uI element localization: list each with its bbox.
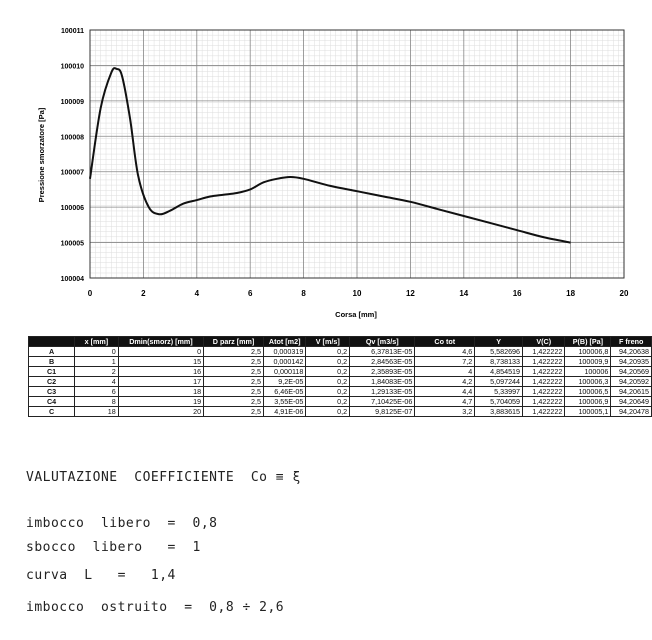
x-tick-label: 20 (619, 289, 629, 298)
table-cell: 1,422222 (523, 397, 565, 407)
y-tick-label: 100007 (60, 169, 84, 177)
table-cell: 3,2 (415, 407, 475, 417)
table-cell: 7,10425E-06 (350, 397, 415, 407)
table-cell: 100006 (565, 367, 611, 377)
table-cell: 94,20638 (611, 347, 652, 357)
table-cell: 2 (75, 367, 119, 377)
table-header-cell: V(C) (523, 337, 565, 347)
table-cell: 0,2 (306, 377, 350, 387)
table-cell: 94,20592 (611, 377, 652, 387)
table-cell: 1,422222 (523, 357, 565, 367)
table-cell: 9,2E-05 (263, 377, 305, 387)
table-header-row (29, 337, 652, 347)
table-cell: 5,097244 (475, 377, 523, 387)
table-cell: 1,29133E-05 (350, 387, 415, 397)
x-tick-label: 2 (141, 289, 146, 298)
table-cell: 1,422222 (523, 407, 565, 417)
note-line-3: curva L = 1,4 (26, 568, 176, 583)
table-cell: 100006,9 (565, 397, 611, 407)
table-cell: 0 (118, 347, 203, 357)
table-cell: 6 (75, 387, 119, 397)
table-cell: 0,2 (306, 367, 350, 377)
table-header-cell: V [m/s] (306, 337, 350, 347)
table-cell: 1,84083E-05 (350, 377, 415, 387)
row-label-cell: C (29, 407, 75, 417)
table-row (29, 397, 652, 407)
y-tick-label: 100004 (60, 276, 84, 283)
table-cell: 15 (118, 357, 203, 367)
table-cell: 0,2 (306, 347, 350, 357)
table-cell: 6,46E-05 (263, 387, 305, 397)
table-header-cell: Y (475, 337, 523, 347)
table-cell: 16 (118, 367, 203, 377)
x-tick-label: 14 (459, 289, 469, 298)
table-cell: 0,2 (306, 407, 350, 417)
table-header-cell: x [mm] (75, 337, 119, 347)
table-cell: 4,91E-06 (263, 407, 305, 417)
table-cell: 100006,8 (565, 347, 611, 357)
table-cell: 2,5 (204, 377, 264, 387)
table-cell: 4,2 (415, 377, 475, 387)
table-cell: 0 (75, 347, 119, 357)
table-cell: 0,2 (306, 387, 350, 397)
table-row (29, 407, 652, 417)
table-cell: 2,84563E-05 (350, 357, 415, 367)
table-cell: 7,2 (415, 357, 475, 367)
table-cell: 2,5 (204, 387, 264, 397)
table-header-cell: Qv [m3/s] (350, 337, 415, 347)
x-tick-label: 0 (87, 289, 93, 298)
table-cell: 2,5 (204, 367, 264, 377)
table-cell: 5,33997 (475, 387, 523, 397)
note-line-2: sbocco libero = 1 (26, 540, 201, 555)
y-tick-label: 100006 (60, 205, 84, 213)
table-cell: 2,5 (204, 347, 264, 357)
row-label-cell: C1 (29, 367, 75, 377)
row-label-cell: B (29, 357, 75, 367)
table-row (29, 387, 652, 397)
table-cell: 0,000319 (263, 347, 305, 357)
table-cell: 0,2 (306, 357, 350, 367)
table-cell: 17 (118, 377, 203, 387)
table-cell: 3,883615 (475, 407, 523, 417)
table-cell: 2,5 (204, 407, 264, 417)
table-cell: 94,20478 (611, 407, 652, 417)
y-tick-label: 100011 (61, 28, 84, 35)
x-tick-label: 18 (566, 289, 576, 298)
table-cell: 4,854519 (475, 367, 523, 377)
table-cell: 1,422222 (523, 387, 565, 397)
table-cell: 2,5 (204, 357, 264, 367)
table-header-cell: D parz [mm] (204, 337, 264, 347)
table-header-cell: Atot [m2] (263, 337, 305, 347)
row-label-cell: C2 (29, 377, 75, 387)
table-cell: 6,37813E-05 (350, 347, 415, 357)
table-cell: 20 (118, 407, 203, 417)
table-row (29, 347, 652, 357)
row-label-cell: A (29, 347, 75, 357)
table-cell: 1,422222 (523, 367, 565, 377)
table-cell: 3,55E-05 (263, 397, 305, 407)
table-cell: 100009,9 (565, 357, 611, 367)
x-tick-label: 8 (301, 289, 306, 298)
table-header-cell: Dmin(smorz) [mm] (118, 337, 203, 347)
table-header-cell: P(B) [Pa] (565, 337, 611, 347)
x-tick-label: 12 (405, 289, 415, 298)
x-tick-label: 16 (512, 289, 522, 298)
table-cell: 100006,3 (565, 377, 611, 387)
table-cell: 94,20615 (611, 387, 652, 397)
row-label-cell: C4 (29, 397, 75, 407)
table-cell: 19 (118, 397, 203, 407)
table-cell: 100006,5 (565, 387, 611, 397)
notes-title: VALUTAZIONE COEFFICIENTE Co ≡ ξ (26, 470, 301, 485)
table-cell: 94,20935 (611, 357, 652, 367)
table-header-cell (29, 337, 75, 347)
x-tick-label: 4 (194, 289, 200, 298)
data-table (28, 336, 652, 417)
y-tick-label: 100010 (60, 63, 84, 71)
y-tick-label: 100005 (60, 240, 84, 248)
table-cell: 4,6 (415, 347, 475, 357)
table-body (29, 347, 652, 417)
table-row (29, 377, 652, 387)
table-cell: 4,4 (415, 387, 475, 397)
y-tick-label: 100008 (60, 134, 84, 142)
table-cell: 1,422222 (523, 377, 565, 387)
table-row (29, 367, 652, 377)
x-tick-label: 6 (247, 289, 253, 298)
table-cell: 1 (75, 357, 119, 367)
table-cell: 1,422222 (523, 347, 565, 357)
table-cell: 18 (118, 387, 203, 397)
x-axis-label: Corsa [mm] (335, 310, 377, 319)
table-cell: 2,35893E-05 (350, 367, 415, 377)
table-cell: 2,5 (204, 397, 264, 407)
table-header-cell: Co tot (415, 337, 475, 347)
note-line-4: imbocco ostruito = 0,8 ÷ 2,6 (26, 600, 285, 615)
x-tick-label: 10 (352, 289, 362, 298)
table-cell: 4,7 (415, 397, 475, 407)
table-header-cell: F freno (611, 337, 652, 347)
table-cell: 94,20649 (611, 397, 652, 407)
table-cell: 8,738133 (475, 357, 523, 367)
chart-grid (90, 30, 624, 278)
table-cell: 0,000118 (263, 367, 305, 377)
table-cell: 4 (415, 367, 475, 377)
table-cell: 100005,1 (565, 407, 611, 417)
table-cell: 5,704059 (475, 397, 523, 407)
table-row (29, 357, 652, 367)
table-cell: 94,20569 (611, 367, 652, 377)
table-cell: 0,2 (306, 397, 350, 407)
table-cell: 5,582696 (475, 347, 523, 357)
y-axis-label: Pressione smorzatore [Pa] (37, 107, 46, 203)
y-tick-label: 100009 (60, 98, 84, 106)
table-cell: 18 (75, 407, 119, 417)
row-label-cell: C3 (29, 387, 75, 397)
table-cell: 0,000142 (263, 357, 305, 367)
note-line-1: imbocco libero = 0,8 (26, 516, 218, 531)
table-cell: 8 (75, 397, 119, 407)
table-cell: 4 (75, 377, 119, 387)
table-cell: 9,8125E-07 (350, 407, 415, 417)
